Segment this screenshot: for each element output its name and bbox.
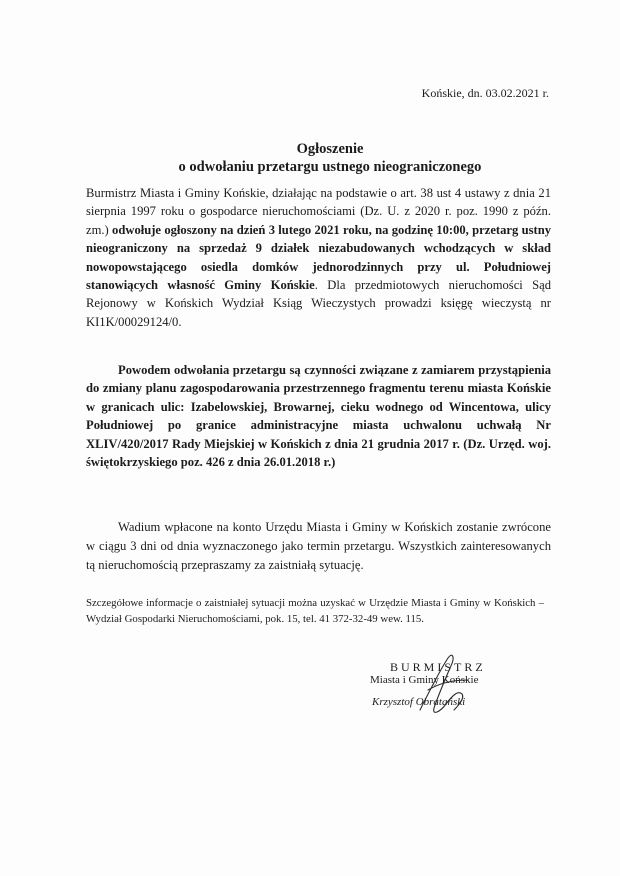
- signature-stamp: [360, 650, 530, 725]
- paragraph-announcement-intro: Burmistrz Miasta i Gminy Końskie, działając na podstawie o art. 38 ust 4 ustawy z dnia 21 sierpnia 1997 roku o gospodarce nieruchomościami (Dz. U. z 2020 r. poz. 1990 z późn. zm.): [86, 186, 551, 237]
- signature-title: BURMISTRZ: [390, 660, 486, 674]
- signature-name: Krzysztof Obratański: [372, 696, 466, 708]
- document-title: [0, 140, 620, 176]
- paragraph-reason: Powodem odwołania przetargu są czynności związane z zamiarem przystąpienia do zmiany planu zagospodarowania przestrzennego fragmentu terenu miasta Końskie w granicach ulic: Izabelowskiej, Browarnej, cieku wodnego od Wincentowa, ulicy Południowej po granice administracyjne miasta uchwalonu uchwałą Nr XLIV/420/2017 Rady Miejskiej w Końskich z dnia 21 grudnia 2017 r. (Dz. Urzęd. woj. świętokrzyskiego poz. 426 z dnia 26.01.2018 r.): [86, 363, 551, 470]
- title-line-2: o odwołaniu przetargu ustnego nieograniczonego: [178, 159, 482, 175]
- handwritten-signature-icon: [360, 650, 530, 725]
- paragraph-announcement-cancellation: odwołuje ogłoszony na dzień 3 lutego 2021 roku, na godzinę 10:00, przetarg ustny nieograniczony na sprzedaż 9 działek niezabudowanych wchodzących w skład nowopowstającego osiedla domków jednorodzinnych przy ul. Południowej stanowiących własność Gminy Końskie: [86, 222, 551, 293]
- paragraph-deposit: Wadium wpłacone na konto Urzędu Miasta i Gminy w Końskich zostanie zwrócone w ciągu 3 dni od dnia wyznaczonego jako termin przetargu. Wszystkich zainteresowanych tą nieruchomością przepraszamy za zaistniałą sytuację.: [86, 520, 551, 572]
- document-date: Końskie, dn. 03.02.2021 r.: [421, 86, 549, 100]
- paragraph-announcement-registry: . Dla przedmiotowych nieruchomości Sąd Rejonowy w Końskich Wydział Ksiąg Wieczystych prowadzi księgę wieczystą nr KI1K/00029124/0.: [86, 278, 551, 329]
- paragraph-announcement: [86, 184, 551, 331]
- paragraph-contact-info: Szczegółowe informacje o zaistniałej sytuacji można uzyskać w Urzędzie Miasta i Gminy w Końskich – Wydział Gospodarki Nieruchomościami, pok. 15, tel. 41 372-32-49 wew. 115.: [86, 597, 544, 625]
- signature-subtitle: Miasta i Gminy Końskie: [370, 674, 479, 686]
- title-line-1: Ogłoszenie: [296, 141, 364, 157]
